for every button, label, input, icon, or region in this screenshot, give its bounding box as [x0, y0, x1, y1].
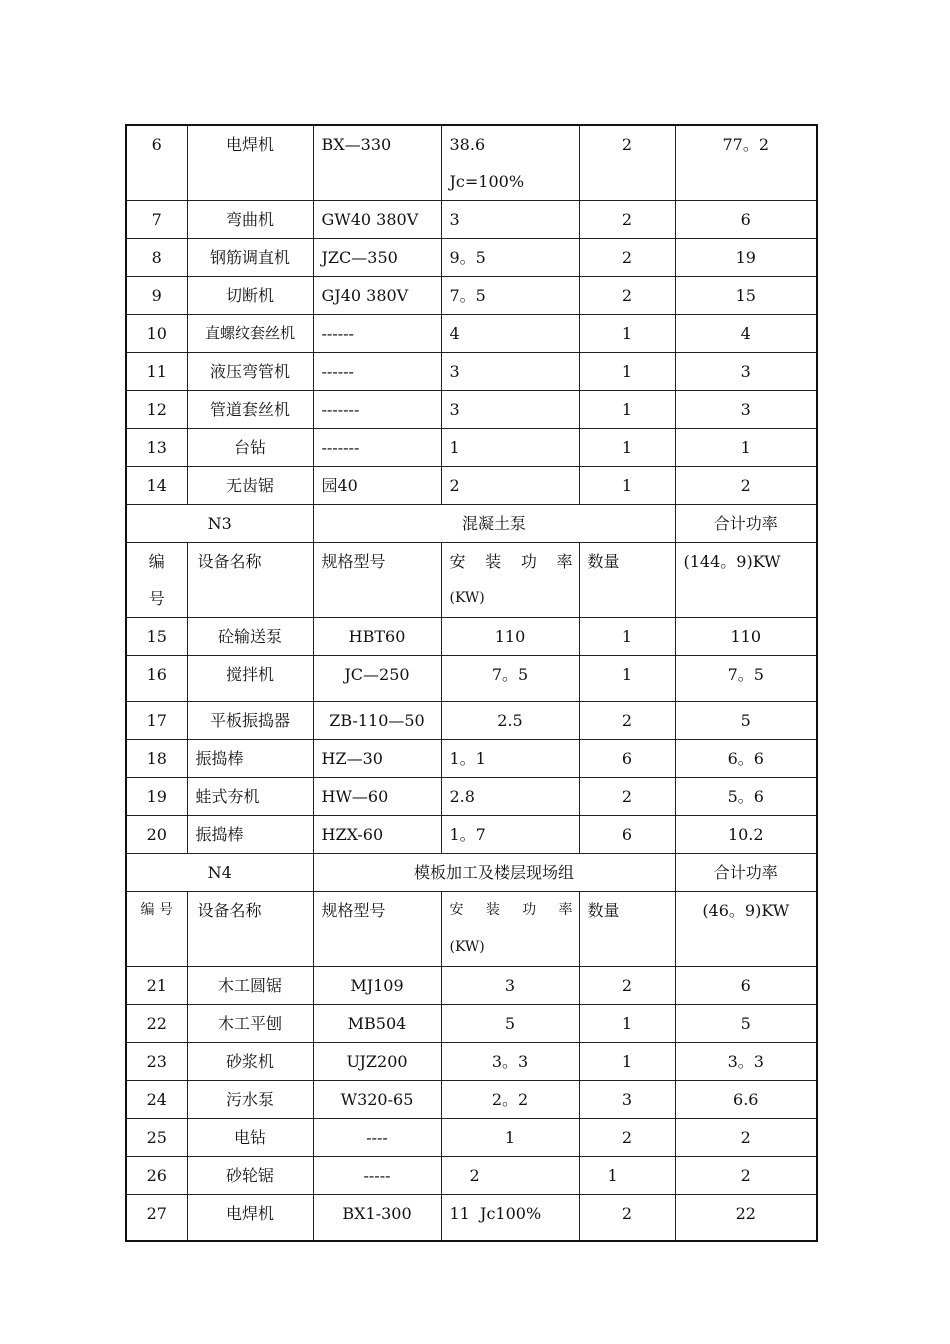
- equipment-name: 电焊机: [187, 125, 313, 201]
- equipment-model: HZ—30: [313, 740, 441, 778]
- table-row: [126, 1081, 817, 1119]
- equipment-model: MB504: [313, 1005, 441, 1043]
- table-row: [126, 429, 817, 467]
- equipment-model: GJ40 380V: [313, 277, 441, 315]
- quantity: 1: [579, 467, 675, 505]
- table-row: [126, 353, 817, 391]
- total-power: 6。6: [675, 740, 817, 778]
- row-no: 13: [126, 429, 187, 467]
- table-row: [126, 778, 817, 816]
- total-power: 6: [675, 967, 817, 1005]
- row-no: 16: [126, 656, 187, 702]
- row-no: 27: [126, 1195, 187, 1242]
- row-no: 7: [126, 201, 187, 239]
- install-power: 3: [441, 391, 579, 429]
- column-header-row: [126, 543, 817, 618]
- quantity: 6: [579, 816, 675, 854]
- equipment-model: 园40: [313, 467, 441, 505]
- install-power: 2: [441, 467, 579, 505]
- section-header-n4: [126, 854, 817, 892]
- group-label: N3: [126, 505, 313, 543]
- col-power-line-2: (KW): [449, 939, 485, 955]
- col-no-line-1: 编: [148, 552, 165, 571]
- install-power: 9。5: [441, 239, 579, 277]
- equipment-name: 木工圆锯: [187, 967, 313, 1005]
- install-power: 3: [441, 353, 579, 391]
- quantity: 2: [579, 201, 675, 239]
- power-line-1: 38.6: [449, 135, 486, 154]
- install-power: 11 Jc100%: [441, 1195, 579, 1242]
- total-power: 10.2: [675, 816, 817, 854]
- row-no: 11: [126, 353, 187, 391]
- equipment-name: 木工平刨: [187, 1005, 313, 1043]
- equipment-name: 电焊机: [187, 1195, 313, 1242]
- total-power: 5: [675, 1005, 817, 1043]
- equipment-name: 液压弯管机: [187, 353, 313, 391]
- equipment-name: 无齿锯: [187, 467, 313, 505]
- table-row: [126, 618, 817, 656]
- equipment-name: 砼输送泵: [187, 618, 313, 656]
- equipment-model: ZB-110—50: [313, 702, 441, 740]
- col-power-header: [441, 543, 579, 618]
- equipment-power-table: [125, 124, 818, 1242]
- total-power: 77。2: [675, 125, 817, 201]
- row-no: 6: [126, 125, 187, 201]
- quantity: 2: [579, 702, 675, 740]
- col-power-line-2: (KW): [449, 590, 485, 606]
- quantity: 1: [579, 353, 675, 391]
- total-power: 110: [675, 618, 817, 656]
- equipment-name: 蛙式夯机: [187, 778, 313, 816]
- row-no: 22: [126, 1005, 187, 1043]
- install-power: 5: [441, 1005, 579, 1043]
- equipment-name: 电钻: [187, 1119, 313, 1157]
- install-power: 2: [441, 1157, 579, 1195]
- total-power: 5: [675, 702, 817, 740]
- row-no: 23: [126, 1043, 187, 1081]
- col-qty-header: 数量: [579, 892, 675, 967]
- install-power: 4: [441, 315, 579, 353]
- col-model-header: 规格型号: [313, 543, 441, 618]
- row-no: 24: [126, 1081, 187, 1119]
- table-row: [126, 1005, 817, 1043]
- table-row: [126, 1195, 817, 1242]
- equipment-model: JZC—350: [313, 239, 441, 277]
- table-row: [126, 201, 817, 239]
- total-power: 2: [675, 467, 817, 505]
- install-power: 1。1: [441, 740, 579, 778]
- equipment-model: ------: [313, 353, 441, 391]
- quantity: 1: [579, 1043, 675, 1081]
- equipment-model: ------: [313, 315, 441, 353]
- equipment-model: BX—330: [313, 125, 441, 201]
- group-label: N4: [126, 854, 313, 892]
- total-power: 3。3: [675, 1043, 817, 1081]
- equipment-model: HW—60: [313, 778, 441, 816]
- table-row: [126, 816, 817, 854]
- quantity: 2: [579, 239, 675, 277]
- quantity: 6: [579, 740, 675, 778]
- row-no: 21: [126, 967, 187, 1005]
- install-power: 1: [441, 1119, 579, 1157]
- equipment-name: 搅拌机: [187, 656, 313, 702]
- install-power: 2.5: [441, 702, 579, 740]
- total-power: 15: [675, 277, 817, 315]
- total-power: 6: [675, 201, 817, 239]
- group-title: 混凝土泵: [313, 505, 675, 543]
- install-power: 1。7: [441, 816, 579, 854]
- table-row: [126, 277, 817, 315]
- total-power-label: 合计功率: [675, 505, 817, 543]
- total-power: 3: [675, 391, 817, 429]
- total-power: 2: [675, 1157, 817, 1195]
- install-power: 110: [441, 618, 579, 656]
- total-power: 6.6: [675, 1081, 817, 1119]
- col-name-header: 设备名称: [187, 543, 313, 618]
- table-row: [126, 740, 817, 778]
- total-power: 2: [675, 1119, 817, 1157]
- total-power: 7。5: [675, 656, 817, 702]
- equipment-name: 弯曲机: [187, 201, 313, 239]
- equipment-model: -------: [313, 391, 441, 429]
- equipment-model: UJZ200: [313, 1043, 441, 1081]
- row-no: 25: [126, 1119, 187, 1157]
- col-total-header: (46。9)KW: [675, 892, 817, 967]
- install-power: [441, 125, 579, 201]
- install-power: 3: [441, 967, 579, 1005]
- equipment-name: 砂浆机: [187, 1043, 313, 1081]
- install-power: 2。2: [441, 1081, 579, 1119]
- install-power: 3。3: [441, 1043, 579, 1081]
- quantity: 2: [579, 277, 675, 315]
- equipment-name: 钢筋调直机: [187, 239, 313, 277]
- equipment-model: W320-65: [313, 1081, 441, 1119]
- table-row: [126, 967, 817, 1005]
- equipment-name: 砂轮锯: [187, 1157, 313, 1195]
- quantity: 1: [579, 618, 675, 656]
- col-model-header: 规格型号: [313, 892, 441, 967]
- equipment-model: HZX-60: [313, 816, 441, 854]
- col-no-header: 编 号: [126, 892, 187, 967]
- total-power-label: 合计功率: [675, 854, 817, 892]
- quantity: 3: [579, 1081, 675, 1119]
- install-power: 1: [441, 429, 579, 467]
- quantity: 2: [579, 967, 675, 1005]
- table-row: [126, 1119, 817, 1157]
- equipment-name: 平板振捣器: [187, 702, 313, 740]
- row-no: 19: [126, 778, 187, 816]
- equipment-model: JC—250: [313, 656, 441, 702]
- quantity: 1: [579, 656, 675, 702]
- power-line-2: Jc=100%: [449, 172, 525, 191]
- col-no-header: [126, 543, 187, 618]
- row-no: 10: [126, 315, 187, 353]
- quantity: 1: [579, 429, 675, 467]
- equipment-name: 切断机: [187, 277, 313, 315]
- table-row: [126, 656, 817, 702]
- total-power: 1: [675, 429, 817, 467]
- quantity: 1: [579, 315, 675, 353]
- equipment-model: BX1-300: [313, 1195, 441, 1242]
- equipment-model: GW40 380V: [313, 201, 441, 239]
- equipment-name: 振捣棒: [187, 816, 313, 854]
- total-power: 5。6: [675, 778, 817, 816]
- quantity: 1: [579, 391, 675, 429]
- row-no: 20: [126, 816, 187, 854]
- equipment-name: 台钻: [187, 429, 313, 467]
- column-header-row: [126, 892, 817, 967]
- col-power-line-1: 安 装 功 率: [449, 552, 573, 571]
- col-total-header: (144。9)KW: [675, 543, 817, 618]
- total-power: 19: [675, 239, 817, 277]
- row-no: 14: [126, 467, 187, 505]
- table-row: [126, 125, 817, 201]
- total-power: 22: [675, 1195, 817, 1242]
- table-row: [126, 702, 817, 740]
- table-row: [126, 1157, 817, 1195]
- col-qty-header: 数量: [579, 543, 675, 618]
- equipment-model: MJ109: [313, 967, 441, 1005]
- row-no: 17: [126, 702, 187, 740]
- row-no: 15: [126, 618, 187, 656]
- table-row: [126, 239, 817, 277]
- row-no: 18: [126, 740, 187, 778]
- quantity: 1: [579, 1157, 675, 1195]
- table-row: [126, 467, 817, 505]
- equipment-name: 直螺纹套丝机: [187, 315, 313, 353]
- equipment-model: -----: [313, 1157, 441, 1195]
- col-power-line-1: 安 装 功 率: [449, 902, 573, 918]
- install-power: 7。5: [441, 656, 579, 702]
- equipment-name: 污水泵: [187, 1081, 313, 1119]
- quantity: 2: [579, 1195, 675, 1242]
- total-power: 3: [675, 353, 817, 391]
- row-no: 9: [126, 277, 187, 315]
- equipment-model: -------: [313, 429, 441, 467]
- total-power: 4: [675, 315, 817, 353]
- install-power: 2.8: [441, 778, 579, 816]
- table-row: [126, 1043, 817, 1081]
- group-title: 模板加工及楼层现场组: [313, 854, 675, 892]
- table-row: [126, 391, 817, 429]
- table-row: [126, 315, 817, 353]
- section-header-n3: [126, 505, 817, 543]
- quantity: 2: [579, 1119, 675, 1157]
- quantity: 2: [579, 125, 675, 201]
- install-power: 7。5: [441, 277, 579, 315]
- quantity: 1: [579, 1005, 675, 1043]
- quantity: 2: [579, 778, 675, 816]
- equipment-model: ----: [313, 1119, 441, 1157]
- col-name-header: 设备名称: [187, 892, 313, 967]
- equipment-model: HBT60: [313, 618, 441, 656]
- row-no: 8: [126, 239, 187, 277]
- equipment-name: 振捣棒: [187, 740, 313, 778]
- row-no: 26: [126, 1157, 187, 1195]
- row-no: 12: [126, 391, 187, 429]
- install-power: 3: [441, 201, 579, 239]
- col-power-header: [441, 892, 579, 967]
- col-no-line-2: 号: [148, 589, 165, 608]
- equipment-name: 管道套丝机: [187, 391, 313, 429]
